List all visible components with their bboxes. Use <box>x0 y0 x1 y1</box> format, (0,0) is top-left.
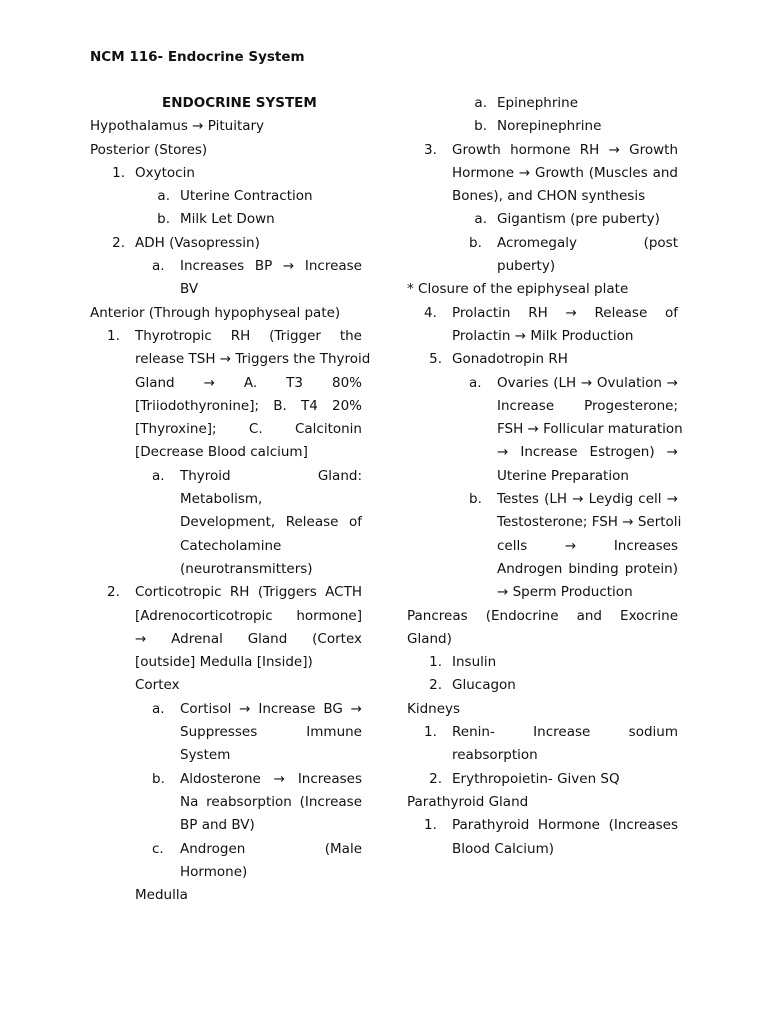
line-text: Oxytocin <box>135 164 195 181</box>
line-text: Renin- Increase sodium <box>452 724 678 741</box>
text-line <box>407 838 678 861</box>
line-text: Erythropoietin- Given SQ <box>452 770 620 787</box>
line-text: Cortex <box>135 677 180 694</box>
line-text: Uterine Preparation <box>497 467 629 484</box>
line-text: Gland → A. T3 80% <box>135 374 362 391</box>
text-line <box>407 302 678 325</box>
text-line <box>90 861 362 884</box>
line-text: Bones), and CHON synthesis <box>452 188 646 205</box>
line-text: Growth hormone RH → Growth <box>452 141 678 158</box>
list-marker: a. <box>474 211 487 228</box>
text-line <box>407 628 678 651</box>
line-text: → Adrenal Gland (Cortex <box>135 630 362 647</box>
line-text: Aldosterone → Increases <box>180 770 362 787</box>
text-line <box>90 465 362 488</box>
list-marker: 1. <box>112 164 125 181</box>
text-line <box>407 581 678 604</box>
text-line <box>407 395 678 418</box>
text-line <box>90 838 362 861</box>
text-line <box>90 372 362 395</box>
text-line <box>90 92 362 115</box>
text-line <box>90 791 362 814</box>
line-text: Posterior (Stores) <box>90 141 208 158</box>
text-line <box>407 162 678 185</box>
line-text: Norepinephrine <box>497 118 602 135</box>
text-line <box>90 488 362 511</box>
text-line <box>407 698 678 721</box>
text-line <box>90 721 362 744</box>
line-text: Suppresses Immune <box>180 724 362 741</box>
line-text: Prolactin RH → Release of <box>452 304 678 321</box>
line-text: cells → Increases <box>497 537 678 554</box>
line-text: Medulla <box>135 887 188 904</box>
line-text: Testosterone; FSH → Sertoli <box>497 514 682 531</box>
line-text: System <box>180 747 231 764</box>
line-text: Parathyroid Hormone (Increases <box>452 817 678 834</box>
text-line <box>407 511 682 534</box>
text-line <box>407 185 678 208</box>
line-text: → Sperm Production <box>497 584 633 601</box>
line-text: ADH (Vasopressin) <box>135 234 260 251</box>
list-marker: 1. <box>429 654 442 671</box>
left-column <box>90 92 371 907</box>
list-marker: 2. <box>429 677 442 694</box>
text-line <box>407 139 678 162</box>
text-line <box>90 255 362 278</box>
line-text: FSH → Follicular maturation <box>497 421 683 438</box>
text-line <box>90 744 362 767</box>
list-marker: 2. <box>112 234 125 251</box>
list-marker: 5. <box>429 351 442 368</box>
line-text: * Closure of the epiphyseal plate <box>407 281 629 298</box>
list-marker: b. <box>157 211 170 228</box>
line-text: ENDOCRINE SYSTEM <box>162 95 317 111</box>
text-line <box>90 511 362 534</box>
line-text: Anterior (Through hypophyseal pate) <box>90 304 341 321</box>
text-line <box>407 278 678 301</box>
text-line <box>407 348 678 371</box>
text-line <box>407 605 678 628</box>
list-marker: b. <box>469 234 482 251</box>
line-text: Insulin <box>452 654 497 671</box>
text-line <box>407 441 678 464</box>
text-line <box>407 488 678 511</box>
line-text: Metabolism, <box>180 491 263 508</box>
list-marker: 2. <box>429 770 442 787</box>
text-line <box>90 814 362 837</box>
text-line <box>407 325 678 348</box>
line-text: Gigantism (pre puberty) <box>497 211 660 228</box>
text-line <box>407 721 678 744</box>
line-text: Glucagon <box>452 677 516 694</box>
line-text: Increases BP → Increase <box>180 258 362 275</box>
list-marker: b. <box>152 770 165 787</box>
line-text: Blood Calcium) <box>452 840 554 857</box>
text-line <box>90 162 362 185</box>
text-line <box>407 232 678 255</box>
text-line <box>90 581 362 604</box>
line-text: Kidneys <box>407 700 461 717</box>
line-text: [Triiodothyronine]; B. T4 20% <box>135 397 362 414</box>
right-column <box>407 92 683 861</box>
text-line <box>90 441 362 464</box>
list-marker: 2. <box>107 584 120 601</box>
text-line <box>90 418 362 441</box>
text-line <box>407 791 678 814</box>
line-text: Ovaries (LH → Ovulation → <box>497 374 678 391</box>
line-text: Increase Progesterone; <box>497 397 678 414</box>
list-marker: a. <box>152 700 165 717</box>
text-line <box>407 558 678 581</box>
list-marker: b. <box>474 118 487 135</box>
line-text: Androgen binding protein) <box>497 560 678 577</box>
line-text: Hormone → Growth (Muscles and <box>452 164 678 181</box>
line-text: Hypothalamus → Pituitary <box>90 118 265 135</box>
line-text: Gonadotropin RH <box>452 351 568 368</box>
text-line <box>90 232 362 255</box>
text-line <box>407 814 678 837</box>
text-line <box>407 372 678 395</box>
text-line <box>90 348 371 371</box>
list-marker: c. <box>152 840 164 857</box>
text-line <box>407 418 683 441</box>
text-line <box>90 325 362 348</box>
line-text: release TSH → Triggers the Thyroid <box>135 351 371 368</box>
line-text: → Increase Estrogen) → <box>497 444 678 461</box>
text-line <box>407 768 678 791</box>
text-line <box>407 651 678 674</box>
line-text: Parathyroid Gland <box>407 793 529 810</box>
text-line <box>90 628 362 651</box>
line-text: Pancreas (Endocrine and Exocrine <box>407 607 678 624</box>
line-text: BP and BV) <box>180 817 255 834</box>
text-line <box>407 255 678 278</box>
list-marker: 3. <box>424 141 437 158</box>
line-text: Prolactin → Milk Production <box>452 327 634 344</box>
list-marker: 1. <box>424 724 437 741</box>
text-line <box>407 744 678 767</box>
line-text: Epinephrine <box>497 95 578 111</box>
list-marker: a. <box>152 467 165 484</box>
list-marker: 1. <box>424 817 437 834</box>
line-text: Milk Let Down <box>180 211 275 228</box>
line-text: Thyrotropic RH (Trigger the <box>135 327 362 344</box>
text-line <box>90 302 362 325</box>
text-line <box>90 278 362 301</box>
line-text: Na reabsorption (Increase <box>180 793 362 810</box>
text-line <box>90 698 362 721</box>
text-line <box>90 884 362 907</box>
text-line <box>407 465 678 488</box>
text-line <box>407 115 678 138</box>
text-line <box>90 558 362 581</box>
line-text: Corticotropic RH (Triggers ACTH <box>135 584 362 601</box>
line-text: Gland) <box>407 630 452 647</box>
list-marker: 1. <box>107 327 120 344</box>
text-line <box>90 651 362 674</box>
text-line <box>407 674 678 697</box>
text-line <box>90 395 362 418</box>
list-marker: a. <box>152 258 165 275</box>
list-marker: 4. <box>424 304 437 321</box>
text-line <box>407 208 678 231</box>
text-line <box>90 115 362 138</box>
line-text: Acromegaly (post <box>497 234 678 251</box>
line-text: [Decrease Blood calcium] <box>135 444 308 461</box>
text-line <box>90 768 362 791</box>
line-text: puberty) <box>497 258 556 275</box>
line-text: Testes (LH → Leydig cell → <box>497 491 678 508</box>
line-text: reabsorption <box>452 747 538 764</box>
line-text: Catecholamine <box>180 537 282 554</box>
text-line <box>407 92 678 115</box>
text-line <box>407 535 678 558</box>
line-text: [Thyroxine]; C. Calcitonin <box>135 421 362 438</box>
line-text: Thyroid Gland: <box>180 467 362 484</box>
line-text: (neurotransmitters) <box>180 560 313 577</box>
line-text: Androgen (Male <box>180 840 362 857</box>
text-line <box>90 605 362 628</box>
text-line <box>90 139 362 162</box>
list-marker: a. <box>474 95 487 111</box>
line-text: Cortisol → Increase BG → <box>180 700 362 717</box>
line-text: Development, Release of <box>180 514 362 531</box>
list-marker: b. <box>469 491 482 508</box>
text-line <box>90 674 362 697</box>
list-marker: a. <box>469 374 482 391</box>
line-text: Hormone) <box>180 863 248 880</box>
text-line <box>90 208 362 231</box>
line-text: [outside] Medulla [Inside]) <box>135 654 313 671</box>
document-header: NCM 116- Endocrine System <box>90 49 305 65</box>
list-marker: a. <box>157 188 170 205</box>
line-text: [Adrenocorticotropic hormone] <box>135 607 362 624</box>
line-text: BV <box>180 281 199 298</box>
text-line <box>90 535 362 558</box>
line-text: Uterine Contraction <box>180 188 313 205</box>
text-line <box>90 185 362 208</box>
